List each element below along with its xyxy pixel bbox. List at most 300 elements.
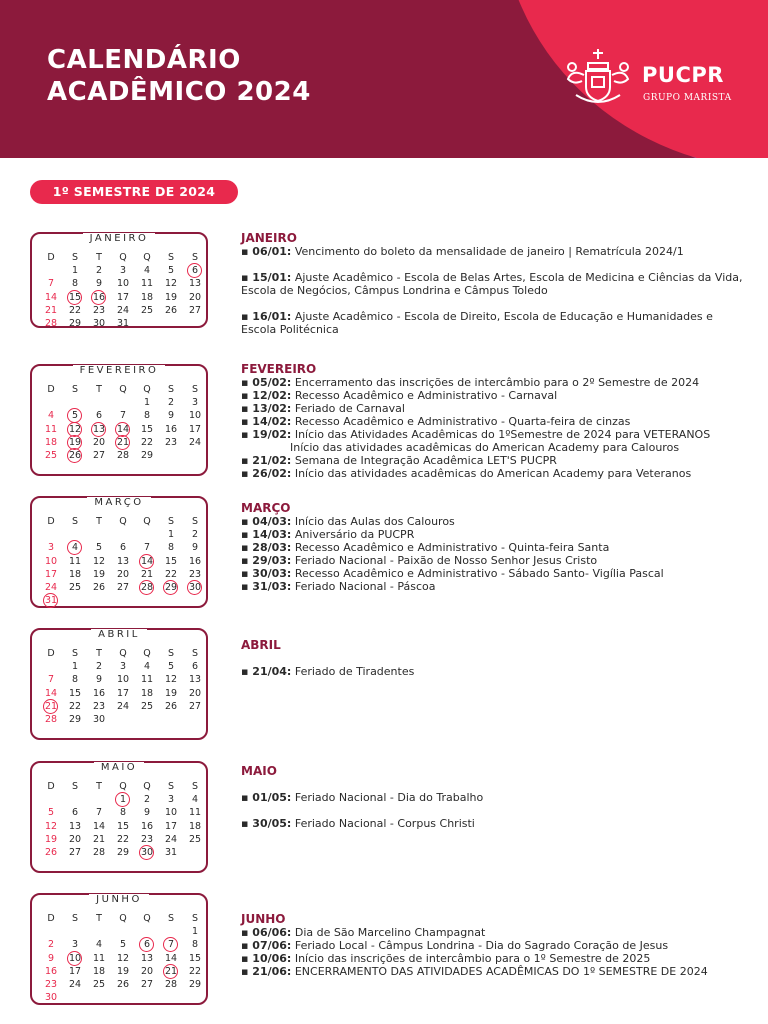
event-item bbox=[241, 245, 751, 258]
event-date: 10/06: bbox=[252, 952, 292, 965]
calendar-day: 16 bbox=[164, 423, 178, 435]
calendar-day: 13 bbox=[140, 952, 154, 964]
calendar-day: 15 bbox=[188, 952, 202, 964]
calendar-day: 27 bbox=[116, 582, 130, 593]
month-heading: FEVEREIRO bbox=[241, 362, 317, 376]
event-item bbox=[241, 389, 751, 402]
weekday-header: Q bbox=[119, 252, 127, 263]
event-text: Feriado de Carnaval bbox=[294, 402, 405, 415]
calendar-day: 26 bbox=[92, 582, 106, 593]
month-events-2 bbox=[241, 362, 751, 480]
calendar-day: 9 bbox=[167, 410, 175, 422]
calendar-day: 22 bbox=[116, 833, 130, 845]
calendar-day: 13 bbox=[68, 820, 82, 832]
calendar-day: 29 bbox=[188, 979, 202, 990]
calendar-day: 9 bbox=[191, 542, 199, 554]
event-date: 04/03: bbox=[252, 515, 292, 528]
calendar-day: 1 bbox=[71, 265, 79, 277]
calendar-day: 29 bbox=[68, 318, 82, 329]
event-item bbox=[241, 665, 751, 678]
calendar-5 bbox=[30, 761, 208, 873]
weekday-header: Q bbox=[119, 384, 127, 395]
calendar-day: 11 bbox=[92, 952, 106, 964]
event-date: 07/06: bbox=[252, 939, 292, 952]
event-item bbox=[241, 415, 751, 428]
calendar-day: 25 bbox=[68, 582, 82, 593]
calendar-day: 24 bbox=[44, 582, 58, 593]
weekday-header: S bbox=[191, 913, 199, 924]
calendar-day: 9 bbox=[143, 807, 151, 819]
event-item bbox=[241, 939, 751, 952]
event-item bbox=[241, 428, 751, 454]
calendar-day: 25 bbox=[92, 979, 106, 990]
calendar-day: 30 bbox=[135, 846, 159, 859]
bullet-icon: ▪ bbox=[241, 926, 253, 939]
calendar-day: 1 bbox=[71, 661, 79, 673]
event-text: Feriado Local - Câmpus Londrina - Dia do Sagrado Coração de Jesus bbox=[294, 939, 669, 952]
calendar-day: 5 bbox=[119, 939, 127, 951]
calendar-day: 8 bbox=[71, 674, 79, 686]
bullet-icon: ▪ bbox=[241, 454, 253, 467]
weekday-header: D bbox=[47, 252, 55, 263]
calendar-day: 30 bbox=[183, 581, 207, 594]
bullet-icon: ▪ bbox=[241, 389, 253, 402]
calendar-day: 18 bbox=[140, 291, 154, 303]
calendar-day: 7 bbox=[143, 542, 151, 554]
calendar-day: 14 bbox=[44, 687, 58, 699]
weekday-header: S bbox=[191, 516, 199, 527]
calendar-day: 7 bbox=[95, 807, 103, 819]
calendar-month-label: JANEIRO bbox=[83, 233, 156, 244]
calendar-day: 17 bbox=[116, 687, 130, 699]
calendar-3 bbox=[30, 496, 208, 608]
calendar-day: 23 bbox=[140, 833, 154, 845]
event-text: Semana de Integração Acadêmica LET'S PUCPR bbox=[294, 454, 557, 467]
calendar-day: 18 bbox=[44, 436, 58, 448]
event-date: 01/05: bbox=[252, 791, 292, 804]
calendar-day: 2 bbox=[95, 265, 103, 277]
bullet-icon: ▪ bbox=[241, 665, 253, 678]
event-text: Feriado Nacional - Páscoa bbox=[294, 580, 436, 593]
weekday-header: S bbox=[71, 516, 79, 527]
calendar-day: 10 bbox=[44, 555, 58, 567]
calendar-day: 24 bbox=[116, 304, 130, 316]
calendar-day: 22 bbox=[68, 700, 82, 712]
calendar-day: 9 bbox=[47, 952, 55, 964]
calendar-day: 21 bbox=[44, 304, 58, 316]
calendar-day: 10 bbox=[116, 278, 130, 290]
calendar-day: 21 bbox=[111, 436, 135, 449]
page-title bbox=[47, 44, 311, 108]
calendar-day: 16 bbox=[92, 687, 106, 699]
calendar-day: 22 bbox=[68, 304, 82, 316]
calendar-day: 23 bbox=[44, 979, 58, 990]
month-heading: ABRIL bbox=[241, 638, 281, 652]
calendar-day: 20 bbox=[68, 833, 82, 845]
event-text: Início das inscrições de intercâmbio para o 1º Semestre de 2025 bbox=[294, 952, 651, 965]
calendar-day: 30 bbox=[44, 992, 58, 1004]
month-events-4 bbox=[241, 638, 751, 678]
weekday-header: Q bbox=[143, 516, 151, 527]
event-date: 05/02: bbox=[252, 376, 292, 389]
calendar-day: 18 bbox=[68, 568, 82, 580]
event-text: Vencimento do boleto da mensalidade de janeiro | Rematrícula 2024/1 bbox=[294, 245, 684, 258]
weekday-header: S bbox=[167, 913, 175, 924]
calendar-month-label: MAIO bbox=[94, 762, 144, 773]
pucpr-logo bbox=[562, 45, 762, 111]
weekday-header: T bbox=[96, 516, 102, 527]
event-text-continuation: Início das atividades acadêmicas do American Academy para Calouros bbox=[290, 441, 680, 454]
event-item bbox=[241, 817, 751, 830]
event-item bbox=[241, 926, 751, 939]
calendar-day: 25 bbox=[188, 833, 202, 845]
weekday-header: S bbox=[167, 781, 175, 792]
calendar-day: 26 bbox=[63, 449, 87, 462]
weekday-header: S bbox=[167, 648, 175, 659]
event-item bbox=[241, 791, 751, 804]
calendar-day: 10 bbox=[116, 674, 130, 686]
month-events-6 bbox=[241, 912, 751, 978]
calendar-day: 15 bbox=[116, 820, 130, 832]
page-title-line2: ACADÊMICO 2024 bbox=[47, 77, 311, 107]
weekday-header: D bbox=[47, 516, 55, 527]
event-text: ENCERRAMENTO DAS ATIVIDADES ACADÊMICAS DO 1º SEMESTRE DE 2024 bbox=[294, 965, 708, 978]
calendar-day: 30 bbox=[92, 318, 106, 329]
header-banner bbox=[0, 0, 768, 158]
calendar-day: 8 bbox=[191, 939, 199, 951]
weekday-header: S bbox=[167, 384, 175, 395]
calendar-day: 22 bbox=[188, 965, 202, 977]
calendar-day: 12 bbox=[44, 820, 58, 832]
event-text: Feriado Nacional - Dia do Trabalho bbox=[294, 791, 484, 804]
calendar-day: 19 bbox=[164, 687, 178, 699]
calendar-day: 29 bbox=[159, 581, 183, 594]
bullet-icon: ▪ bbox=[241, 245, 253, 258]
calendar-day: 17 bbox=[164, 820, 178, 832]
event-date: 06/06: bbox=[252, 926, 292, 939]
calendar-day: 19 bbox=[44, 833, 58, 845]
calendar-day: 29 bbox=[68, 714, 82, 725]
calendar-day: 21 bbox=[140, 568, 154, 580]
event-date: 26/02: bbox=[252, 467, 292, 480]
calendar-day: 9 bbox=[95, 278, 103, 290]
calendar-day: 14 bbox=[164, 952, 178, 964]
weekday-header: S bbox=[191, 781, 199, 792]
event-text: Feriado Nacional - Paixão de Nosso Senhor Jesus Cristo bbox=[294, 554, 598, 567]
month-heading: MAIO bbox=[241, 764, 277, 778]
bullet-icon: ▪ bbox=[241, 541, 253, 554]
event-item bbox=[241, 467, 751, 480]
calendar-month-name bbox=[32, 490, 206, 510]
calendar-1 bbox=[30, 232, 208, 328]
calendar-day: 19 bbox=[92, 568, 106, 580]
event-date: 21/04: bbox=[252, 665, 292, 678]
calendar-day: 2 bbox=[191, 529, 199, 541]
event-date: 21/02: bbox=[252, 454, 292, 467]
calendar-day: 20 bbox=[116, 568, 130, 580]
calendar-day: 20 bbox=[188, 687, 202, 699]
bullet-icon: ▪ bbox=[241, 580, 253, 593]
weekday-header: T bbox=[96, 781, 102, 792]
calendar-day: 1 bbox=[111, 793, 135, 806]
calendar-day: 14 bbox=[44, 291, 58, 303]
event-date: 12/02: bbox=[252, 389, 292, 402]
calendar-day: 24 bbox=[116, 700, 130, 712]
calendar-day: 4 bbox=[143, 661, 151, 673]
calendar-day: 27 bbox=[92, 450, 106, 461]
calendar-day: 24 bbox=[68, 979, 82, 990]
calendar-day: 28 bbox=[164, 979, 178, 990]
weekday-header: D bbox=[47, 648, 55, 659]
weekday-header: S bbox=[71, 913, 79, 924]
weekday-header: Q bbox=[143, 913, 151, 924]
month-events-5 bbox=[241, 764, 751, 830]
calendar-day: 26 bbox=[164, 304, 178, 316]
calendar-day: 3 bbox=[47, 542, 55, 554]
crest-icon bbox=[562, 45, 634, 111]
bullet-icon: ▪ bbox=[241, 791, 253, 804]
event-date: 30/03: bbox=[252, 567, 292, 580]
calendar-day: 25 bbox=[140, 304, 154, 316]
calendar-day: 7 bbox=[119, 410, 127, 422]
bullet-icon: ▪ bbox=[241, 939, 253, 952]
calendar-day: 6 bbox=[119, 542, 127, 554]
weekday-header: T bbox=[96, 252, 102, 263]
event-text: Início das Atividades Acadêmicas do 1ºSemestre de 2024 para VETERANOS bbox=[294, 428, 711, 441]
calendar-day: 26 bbox=[44, 847, 58, 858]
event-item bbox=[241, 271, 751, 297]
calendar-day: 22 bbox=[164, 568, 178, 580]
calendar-day: 8 bbox=[167, 542, 175, 554]
calendar-day: 27 bbox=[68, 847, 82, 858]
bullet-icon: ▪ bbox=[241, 528, 253, 541]
calendar-day: 19 bbox=[63, 436, 87, 449]
event-item bbox=[241, 528, 751, 541]
bullet-icon: ▪ bbox=[241, 554, 253, 567]
calendar-day: 14 bbox=[111, 423, 135, 436]
event-text: Feriado Nacional - Corpus Christi bbox=[294, 817, 475, 830]
month-heading: JANEIRO bbox=[241, 231, 297, 245]
calendar-day: 12 bbox=[164, 674, 178, 686]
event-text: Recesso Acadêmico e Administrativo - Sábado Santo- Vigília Pascal bbox=[294, 567, 664, 580]
calendar-month-label: MARÇO bbox=[87, 497, 150, 508]
calendar-day: 31 bbox=[116, 318, 130, 329]
calendar-day: 5 bbox=[167, 661, 175, 673]
calendar-day: 13 bbox=[87, 423, 111, 436]
event-item bbox=[241, 541, 751, 554]
calendar-day: 30 bbox=[92, 714, 106, 725]
calendar-day: 27 bbox=[188, 304, 202, 316]
calendar-day: 12 bbox=[164, 278, 178, 290]
weekday-header: Q bbox=[119, 648, 127, 659]
calendar-month-name bbox=[32, 622, 206, 642]
event-text: Início das Aulas dos Calouros bbox=[294, 515, 455, 528]
event-text: Aniversário da PUCPR bbox=[294, 528, 415, 541]
weekday-header: S bbox=[71, 252, 79, 263]
brand-name: PUCPR bbox=[642, 63, 724, 87]
calendar-day: 1 bbox=[143, 397, 151, 409]
calendar-day: 6 bbox=[95, 410, 103, 422]
event-text: Recesso Acadêmico e Administrativo - Quarta-feira de cinzas bbox=[294, 415, 631, 428]
bullet-icon: ▪ bbox=[241, 567, 253, 580]
calendar-day: 4 bbox=[95, 939, 103, 951]
event-text: Feriado de Tiradentes bbox=[294, 665, 415, 678]
calendar-4 bbox=[30, 628, 208, 740]
event-date: 13/02: bbox=[252, 402, 292, 415]
event-item bbox=[241, 567, 751, 580]
calendar-day: 26 bbox=[164, 700, 178, 712]
weekday-header: S bbox=[71, 781, 79, 792]
calendar-day: 9 bbox=[95, 674, 103, 686]
event-date: 29/03: bbox=[252, 554, 292, 567]
event-text: Recesso Acadêmico e Administrativo - Carnaval bbox=[294, 389, 558, 402]
calendar-day: 2 bbox=[47, 939, 55, 951]
calendar-day: 3 bbox=[119, 265, 127, 277]
weekday-header: T bbox=[96, 384, 102, 395]
weekday-header: S bbox=[191, 384, 199, 395]
semester-badge: 1º SEMESTRE DE 2024 bbox=[30, 180, 238, 204]
calendar-month-name bbox=[32, 226, 206, 246]
weekday-header: T bbox=[96, 648, 102, 659]
calendar-day: 21 bbox=[39, 700, 63, 713]
calendar-day: 5 bbox=[167, 265, 175, 277]
calendar-day: 5 bbox=[95, 542, 103, 554]
calendar-day: 15 bbox=[68, 687, 82, 699]
calendar-day: 17 bbox=[68, 965, 82, 977]
calendar-day: 4 bbox=[143, 265, 151, 277]
calendar-month-name bbox=[32, 358, 206, 378]
calendar-day: 25 bbox=[140, 700, 154, 712]
weekday-header: Q bbox=[143, 252, 151, 263]
calendar-day: 15 bbox=[140, 423, 154, 435]
calendar-day: 24 bbox=[164, 833, 178, 845]
weekday-header: S bbox=[191, 252, 199, 263]
calendar-day: 15 bbox=[63, 291, 87, 304]
calendar-day: 19 bbox=[164, 291, 178, 303]
calendar-day: 19 bbox=[116, 965, 130, 977]
calendar-month-name bbox=[32, 887, 206, 907]
calendar-day: 28 bbox=[44, 714, 58, 725]
calendar-day: 17 bbox=[116, 291, 130, 303]
calendar-day: 29 bbox=[116, 847, 130, 858]
calendar-day: 13 bbox=[188, 674, 202, 686]
calendar-day: 11 bbox=[140, 278, 154, 290]
event-date: 30/05: bbox=[252, 817, 292, 830]
event-item bbox=[241, 965, 751, 978]
event-text: Ajuste Acadêmico - Escola de Direito, Escola de Educação e Humanidades e Escola Politécnica bbox=[241, 310, 713, 336]
calendar-day: 28 bbox=[116, 450, 130, 461]
bullet-icon: ▪ bbox=[241, 271, 253, 284]
calendar-day: 28 bbox=[92, 847, 106, 858]
weekday-header: Q bbox=[143, 781, 151, 792]
calendar-day: 4 bbox=[191, 794, 199, 806]
calendar-day: 6 bbox=[191, 661, 199, 673]
weekday-header: S bbox=[71, 384, 79, 395]
calendar-day: 16 bbox=[188, 555, 202, 567]
calendar-day: 2 bbox=[167, 397, 175, 409]
calendar-day: 28 bbox=[135, 581, 159, 594]
calendar-day: 20 bbox=[188, 291, 202, 303]
bullet-icon: ▪ bbox=[241, 817, 253, 830]
calendar-day: 7 bbox=[159, 938, 183, 951]
calendar-day: 18 bbox=[188, 820, 202, 832]
calendar-day: 5 bbox=[63, 409, 87, 422]
event-date: 28/03: bbox=[252, 541, 292, 554]
calendar-2 bbox=[30, 364, 208, 476]
calendar-day: 26 bbox=[116, 979, 130, 990]
calendar-day: 12 bbox=[63, 423, 87, 436]
event-date: 21/06: bbox=[252, 965, 292, 978]
event-item bbox=[241, 580, 751, 593]
event-date: 19/02: bbox=[252, 428, 292, 441]
event-text: Recesso Acadêmico e Administrativo - Quinta-feira Santa bbox=[294, 541, 610, 554]
weekday-header: Q bbox=[143, 648, 151, 659]
event-date: 15/01: bbox=[252, 271, 292, 284]
calendar-day: 6 bbox=[71, 807, 79, 819]
bullet-icon: ▪ bbox=[241, 415, 253, 428]
calendar-day: 23 bbox=[92, 700, 106, 712]
weekday-header: Q bbox=[119, 781, 127, 792]
calendar-day: 27 bbox=[188, 700, 202, 712]
calendar-day: 20 bbox=[140, 965, 154, 977]
calendar-day: 18 bbox=[140, 687, 154, 699]
calendar-day: 14 bbox=[92, 820, 106, 832]
event-item bbox=[241, 376, 751, 389]
calendar-day: 2 bbox=[95, 661, 103, 673]
calendar-day: 10 bbox=[164, 807, 178, 819]
calendar-day: 17 bbox=[44, 568, 58, 580]
event-item bbox=[241, 402, 751, 415]
event-item bbox=[241, 554, 751, 567]
month-heading: MARÇO bbox=[241, 501, 291, 515]
calendar-month-label: FEVEREIRO bbox=[73, 365, 166, 376]
event-text: Dia de São Marcelino Champagnat bbox=[294, 926, 486, 939]
calendar-day: 8 bbox=[71, 278, 79, 290]
month-heading: JUNHO bbox=[241, 912, 286, 926]
calendar-day: 16 bbox=[140, 820, 154, 832]
event-date: 14/02: bbox=[252, 415, 292, 428]
calendar-day: 8 bbox=[119, 807, 127, 819]
bullet-icon: ▪ bbox=[241, 428, 253, 441]
event-date: 06/01: bbox=[252, 245, 292, 258]
calendar-day: 7 bbox=[47, 278, 55, 290]
event-item bbox=[241, 454, 751, 467]
calendar-day: 11 bbox=[68, 555, 82, 567]
bullet-icon: ▪ bbox=[241, 952, 253, 965]
event-text: Início das atividades acadêmicas do American Academy para Veteranos bbox=[294, 467, 692, 480]
calendar-day: 16 bbox=[87, 291, 111, 304]
calendar-day: 1 bbox=[191, 926, 199, 938]
weekday-header: D bbox=[47, 384, 55, 395]
calendar-day: 2 bbox=[143, 794, 151, 806]
weekday-header: S bbox=[167, 516, 175, 527]
calendar-day: 12 bbox=[92, 555, 106, 567]
calendar-month-label: ABRIL bbox=[91, 629, 147, 640]
calendar-day: 4 bbox=[63, 541, 87, 554]
calendar-day: 10 bbox=[188, 410, 202, 422]
weekday-header: T bbox=[96, 913, 102, 924]
bullet-icon: ▪ bbox=[241, 310, 253, 323]
bullet-icon: ▪ bbox=[241, 467, 253, 480]
event-date: 14/03: bbox=[252, 528, 292, 541]
brand-subtitle: GRUPO MARISTA bbox=[643, 93, 732, 103]
calendar-day: 18 bbox=[92, 965, 106, 977]
calendar-day: 21 bbox=[92, 833, 106, 845]
calendar-day: 11 bbox=[188, 807, 202, 819]
event-text: Ajuste Acadêmico - Escola de Belas Artes, Escola de Medicina e Ciências da Vida, Escola de Negócios, Câmpus Londrina e Câmpus Toledo bbox=[241, 271, 743, 297]
calendar-month-label: JUNHO bbox=[89, 894, 149, 905]
calendar-day: 1 bbox=[167, 529, 175, 541]
